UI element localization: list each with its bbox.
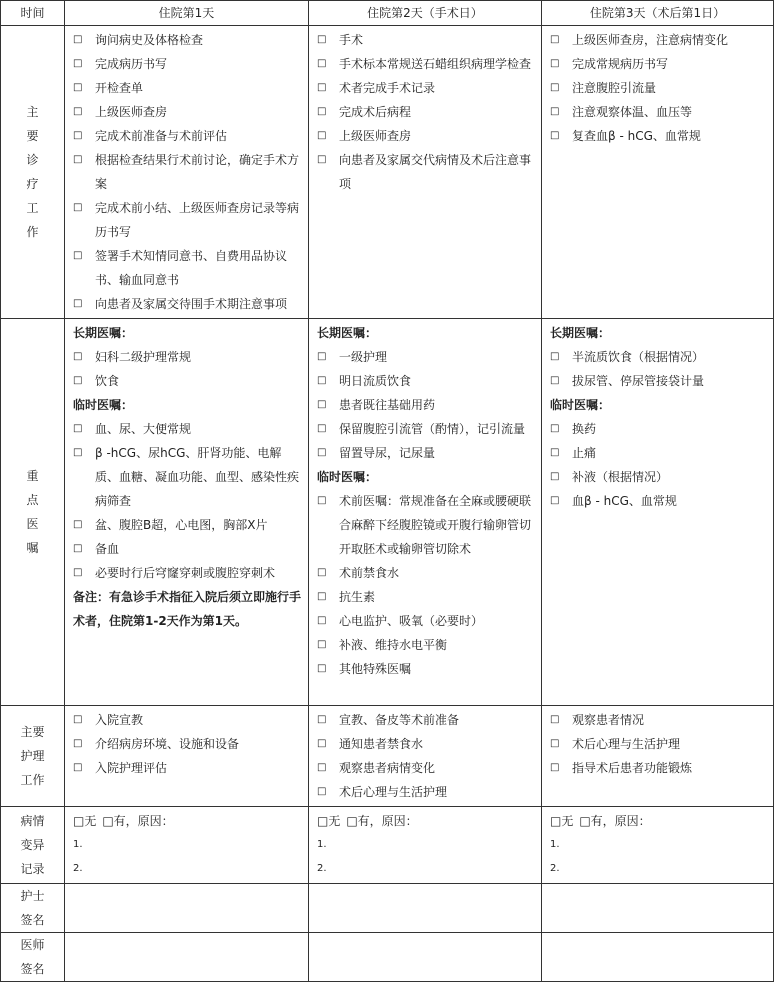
checklist-item-text: 上级医师查房，注意病情变化 — [572, 33, 729, 47]
variation-none-option[interactable]: □无 — [550, 814, 574, 828]
checkbox-icon[interactable]: □ — [317, 106, 327, 117]
nurse-sign-label-text: 护士 签名 — [20, 889, 45, 927]
checkbox-icon[interactable]: □ — [317, 447, 327, 458]
checkbox-icon[interactable]: □ — [550, 130, 560, 141]
checklist-item-text: 患者既往基础用药 — [339, 398, 436, 412]
checklist-item — [317, 124, 537, 148]
checkbox-icon[interactable]: □ — [317, 423, 327, 434]
checklist-item — [317, 345, 537, 369]
header-row — [1, 1, 774, 26]
checklist-item-text: 妇科二级护理常规 — [95, 350, 192, 364]
checklist-item — [317, 148, 537, 196]
checklist-item-text: 宣教、备皮等术前准备 — [339, 713, 460, 727]
checklist-item-text: 术前禁食水 — [339, 566, 400, 580]
diagnosis-day2 — [309, 26, 542, 319]
checklist-item-text: 注意腹腔引流量 — [572, 81, 657, 95]
checklist-item — [550, 417, 769, 441]
variation-label — [1, 807, 65, 884]
doctor-sign-day1[interactable] — [65, 933, 309, 982]
nurse-sign-label — [1, 884, 65, 933]
orders-day1 — [65, 319, 309, 706]
checkbox-icon[interactable]: □ — [73, 130, 83, 141]
checklist-item — [73, 76, 304, 100]
checklist-item — [317, 732, 537, 756]
checklist-item — [73, 345, 304, 369]
checklist-item — [317, 609, 537, 633]
checklist-item-text: 介绍病房环境、设施和设备 — [95, 737, 240, 751]
checklist-item-text: 签署手术知情同意书、自费用品协议书、输血同意书 — [95, 249, 288, 287]
nursing-day2 — [309, 706, 542, 807]
variation-none-option[interactable]: □无 — [73, 814, 97, 828]
checkbox-icon[interactable]: □ — [317, 762, 327, 773]
nurse-sign-row — [1, 884, 774, 933]
checklist-item — [73, 292, 304, 316]
checklist-item — [73, 537, 304, 561]
doctor-sign-label-text: 医师 签名 — [20, 938, 45, 976]
checklist-item-text: 观察患者病情变化 — [339, 761, 436, 775]
checklist-item — [317, 369, 537, 393]
checklist-item — [550, 28, 769, 52]
orders-day3 — [542, 319, 774, 706]
checkbox-icon[interactable]: □ — [73, 82, 83, 93]
checkbox-icon[interactable]: □ — [317, 567, 327, 578]
checklist-item — [550, 441, 769, 465]
checklist-item-text: 明日流质饮食 — [339, 374, 412, 388]
checkbox-icon[interactable]: □ — [73, 543, 83, 554]
checklist-item — [550, 465, 769, 489]
checklist-item-text: 完成术后病程 — [339, 105, 412, 119]
orders-row — [1, 319, 774, 706]
nursing-label-text: 主要 护理 工作 — [20, 725, 45, 787]
checklist-item — [550, 489, 769, 513]
checklist-item-text: 完成常规病历书写 — [572, 57, 669, 71]
checklist-item-text: 向患者及家属交待围手术期注意事项 — [95, 297, 288, 311]
nursing-day3 — [542, 706, 774, 807]
checklist-item-text: 入院护理评估 — [95, 761, 168, 775]
checklist-item — [73, 28, 304, 52]
checkbox-icon[interactable]: □ — [317, 375, 327, 386]
checkbox-icon[interactable]: □ — [73, 567, 83, 578]
checklist-item — [73, 756, 304, 780]
doctor-sign-day2[interactable] — [309, 933, 542, 982]
checkbox-icon[interactable]: □ — [317, 351, 327, 362]
checklist-item — [317, 756, 537, 780]
checklist-item — [550, 52, 769, 76]
checklist-item-text: 术前医嘱：常规准备在全麻或腰硬联合麻醉下经腹腔镜或开腹行输卵管切开取胚术或输卵管切除术 — [339, 494, 532, 556]
checkbox-icon[interactable]: □ — [73, 298, 83, 309]
checkbox-icon[interactable]: □ — [317, 34, 327, 45]
checklist-item — [550, 124, 769, 148]
checklist-item — [550, 732, 769, 756]
checklist-item — [73, 732, 304, 756]
checklist-item-text: 血β - hCG、血常规 — [572, 494, 677, 508]
checklist-item-text: 根据检查结果行术前讨论，确定手术方案 — [95, 153, 300, 191]
temporary-orders-heading: 临时医嘱： — [73, 398, 134, 412]
checklist-item-text: 盆、腹腔B超，心电图，胸部X片 — [95, 518, 268, 532]
checkbox-icon[interactable]: □ — [317, 130, 327, 141]
checkbox-icon[interactable]: □ — [73, 154, 83, 165]
checkbox-icon[interactable]: □ — [73, 762, 83, 773]
checkbox-icon[interactable]: □ — [550, 375, 560, 386]
checklist-item — [550, 369, 769, 393]
checklist-item-text: 抗生素 — [339, 590, 376, 604]
checkbox-icon[interactable]: □ — [317, 591, 327, 602]
long-term-orders-heading: 长期医嘱： — [317, 326, 378, 340]
checklist-item — [550, 756, 769, 780]
checklist-item-text: 手术标本常规送石蜡组织病理学检查 — [339, 57, 532, 71]
variation-reason-line[interactable]: 1. — [317, 839, 327, 850]
checkbox-icon[interactable]: □ — [550, 762, 560, 773]
checkbox-icon[interactable]: □ — [317, 639, 327, 650]
checklist-item — [317, 52, 537, 76]
header-day2: 住院第2天（手术日） — [309, 1, 542, 26]
checklist-item — [73, 100, 304, 124]
checklist-item — [317, 585, 537, 609]
doctor-sign-row — [1, 933, 774, 982]
nurse-sign-day3[interactable] — [542, 884, 774, 933]
checklist-item — [317, 76, 537, 100]
variation-day2 — [309, 807, 542, 884]
checklist-item-text: 一级护理 — [339, 350, 388, 364]
checklist-item-text: 其他特殊医嘱 — [339, 662, 412, 676]
variation-yes-option[interactable]: □有，原因： — [346, 814, 418, 828]
checkbox-icon[interactable]: □ — [317, 58, 327, 69]
checklist-item-text: 换药 — [572, 422, 597, 436]
checklist-item-text: 止痛 — [572, 446, 597, 460]
variation-none-option[interactable]: □无 — [317, 814, 341, 828]
orders-label-text: 重 点 医 嘱 — [26, 469, 39, 555]
checklist-item-text: 上级医师查房 — [339, 129, 412, 143]
checklist-item-text: 保留腹腔引流管（酌情），记引流量 — [339, 422, 526, 436]
diagnosis-label-text: 主 要 诊 疗 工 作 — [26, 105, 39, 239]
checklist-item-text: 询问病史及体格检查 — [95, 33, 204, 47]
checkbox-icon[interactable]: □ — [317, 615, 327, 626]
checklist-item — [317, 100, 537, 124]
checkbox-icon[interactable]: □ — [73, 738, 83, 749]
checkbox-icon[interactable]: □ — [73, 351, 83, 362]
checklist-item — [317, 561, 537, 585]
checklist-item — [73, 196, 304, 244]
checklist-item-text: 留置导尿，记尿量 — [339, 446, 436, 460]
checklist-item-text: 补液（根据情况） — [572, 470, 669, 484]
checkbox-icon[interactable]: □ — [73, 202, 83, 213]
checkbox-icon[interactable]: □ — [73, 714, 83, 725]
checklist-item — [73, 369, 304, 393]
checkbox-icon[interactable]: □ — [73, 519, 83, 530]
variation-day1 — [65, 807, 309, 884]
checklist-item — [550, 708, 769, 732]
checkbox-icon[interactable]: □ — [317, 82, 327, 93]
checkbox-icon[interactable]: □ — [317, 714, 327, 725]
checklist-item-text: 完成术前小结、上级医师查房记录等病历书写 — [95, 201, 300, 239]
checkbox-icon[interactable]: □ — [550, 738, 560, 749]
checkbox-icon[interactable]: □ — [73, 58, 83, 69]
checklist-item-text: 拔尿管、停尿管接袋计量 — [572, 374, 705, 388]
checkbox-icon[interactable]: □ — [317, 495, 327, 506]
checklist-item-text: 完成术前准备与术前评估 — [95, 129, 228, 143]
variation-yes-option[interactable]: □有，原因： — [102, 814, 174, 828]
nursing-row — [1, 706, 774, 807]
variation-reason-line[interactable]: 1. — [73, 839, 83, 850]
checkbox-icon[interactable]: □ — [550, 471, 560, 482]
checklist-item-text: 心电监护、吸氧（必要时） — [339, 614, 484, 628]
variation-reason-line[interactable]: 1. — [550, 839, 560, 850]
long-term-orders-heading: 长期医嘱： — [550, 326, 611, 340]
checklist-item-text: 指导术后患者功能锻炼 — [572, 761, 693, 775]
variation-label-text: 病情 变异 记录 — [20, 814, 45, 876]
checklist-item-text: 向患者及家属交代病情及术后注意事项 — [339, 153, 532, 191]
temporary-orders-heading: 临时医嘱： — [550, 398, 611, 412]
checkbox-icon[interactable]: □ — [73, 250, 83, 261]
checklist-item — [550, 76, 769, 100]
checklist-item — [73, 513, 304, 537]
checklist-item-text: 上级医师查房 — [95, 105, 168, 119]
variation-reason-line[interactable]: 2. — [550, 863, 560, 874]
header-day3: 住院第3天（术后第1日） — [542, 1, 774, 26]
checklist-item — [317, 489, 537, 561]
checklist-item-text: 入院宣教 — [95, 713, 144, 727]
checkbox-icon[interactable]: □ — [550, 106, 560, 117]
orders-label — [1, 319, 65, 706]
checkbox-icon[interactable]: □ — [550, 495, 560, 506]
checklist-item-text: 补液、维持水电平衡 — [339, 638, 448, 652]
checklist-item-text: 手术 — [339, 33, 364, 47]
checkbox-icon[interactable]: □ — [550, 58, 560, 69]
checklist-item-text: β -hCG、尿hCG、肝肾功能、电解质、血糖、凝血功能、血型、感染性疾病筛查 — [95, 446, 300, 508]
checklist-item — [73, 244, 304, 292]
orders-day2 — [309, 319, 542, 706]
variation-row — [1, 807, 774, 884]
variation-yes-option[interactable]: □有，原因： — [579, 814, 651, 828]
header-day1: 住院第1天 — [65, 1, 309, 26]
doctor-sign-label — [1, 933, 65, 982]
checkbox-icon[interactable]: □ — [73, 423, 83, 434]
nurse-sign-day2[interactable] — [309, 884, 542, 933]
diagnosis-day1 — [65, 26, 309, 319]
doctor-sign-day3[interactable] — [542, 933, 774, 982]
checklist-item — [73, 441, 304, 513]
checkbox-icon[interactable]: □ — [550, 34, 560, 45]
checkbox-icon[interactable]: □ — [73, 447, 83, 458]
checklist-item-text: 饮食 — [95, 374, 120, 388]
checkbox-icon[interactable]: □ — [550, 351, 560, 362]
long-term-orders-heading: 长期医嘱： — [73, 326, 134, 340]
checkbox-icon[interactable]: □ — [317, 154, 327, 165]
orders-note: 备注：有急诊手术指征入院后须立即施行手术者，住院第1-2天作为第1天。 — [73, 590, 302, 628]
variation-reason-line[interactable]: 2. — [317, 863, 327, 874]
checkbox-icon[interactable]: □ — [550, 82, 560, 93]
checklist-item — [73, 708, 304, 732]
checklist-item-text: 注意观察体温、血压等 — [572, 105, 693, 119]
checklist-item — [73, 52, 304, 76]
checklist-item — [550, 100, 769, 124]
checklist-item — [317, 657, 537, 681]
checklist-item — [317, 28, 537, 52]
diagnosis-day3 — [542, 26, 774, 319]
checklist-item — [73, 148, 304, 196]
variation-day3 — [542, 807, 774, 884]
checklist-item — [317, 393, 537, 417]
checklist-item — [550, 345, 769, 369]
checklist-item — [317, 780, 537, 804]
checkbox-icon[interactable]: □ — [550, 714, 560, 725]
checklist-item-text: 术后心理与生活护理 — [339, 785, 448, 799]
nurse-sign-day1[interactable] — [65, 884, 309, 933]
checklist-item — [73, 417, 304, 441]
checklist-item-text: 必要时行后穹窿穿刺或腹腔穿刺术 — [95, 566, 276, 580]
checkbox-icon[interactable]: □ — [73, 375, 83, 386]
header-time: 时间 — [1, 1, 65, 26]
checklist-item-text: 术者完成手术记录 — [339, 81, 436, 95]
variation-reason-line[interactable]: 2. — [73, 863, 83, 874]
checklist-item-text: 开检查单 — [95, 81, 144, 95]
checklist-item — [317, 417, 537, 441]
checklist-item-text: 通知患者禁食水 — [339, 737, 424, 751]
checkbox-icon[interactable]: □ — [317, 786, 327, 797]
checklist-item — [317, 708, 537, 732]
checklist-item — [73, 124, 304, 148]
checkbox-icon[interactable]: □ — [550, 447, 560, 458]
checkbox-icon[interactable]: □ — [550, 423, 560, 434]
checklist-item-text: 备血 — [95, 542, 120, 556]
checkbox-icon[interactable]: □ — [317, 738, 327, 749]
checklist-item-text: 观察患者情况 — [572, 713, 645, 727]
checkbox-icon[interactable]: □ — [73, 34, 83, 45]
checklist-item — [317, 441, 537, 465]
nursing-label — [1, 706, 65, 807]
checkbox-icon[interactable]: □ — [317, 663, 327, 674]
diagnosis-row — [1, 26, 774, 319]
temporary-orders-heading: 临时医嘱： — [317, 470, 378, 484]
checkbox-icon[interactable]: □ — [317, 399, 327, 410]
checkbox-icon[interactable]: □ — [73, 106, 83, 117]
checklist-item-text: 复查血β - hCG、血常规 — [572, 129, 701, 143]
diagnosis-label — [1, 26, 65, 319]
checklist-item — [73, 561, 304, 585]
checklist-item-text: 半流质饮食（根据情况） — [572, 350, 705, 364]
nursing-day1 — [65, 706, 309, 807]
checklist-item-text: 术后心理与生活护理 — [572, 737, 681, 751]
checklist-item — [317, 633, 537, 657]
checklist-item-text: 血、尿、大便常规 — [95, 422, 192, 436]
checklist-item-text: 完成病历书写 — [95, 57, 168, 71]
